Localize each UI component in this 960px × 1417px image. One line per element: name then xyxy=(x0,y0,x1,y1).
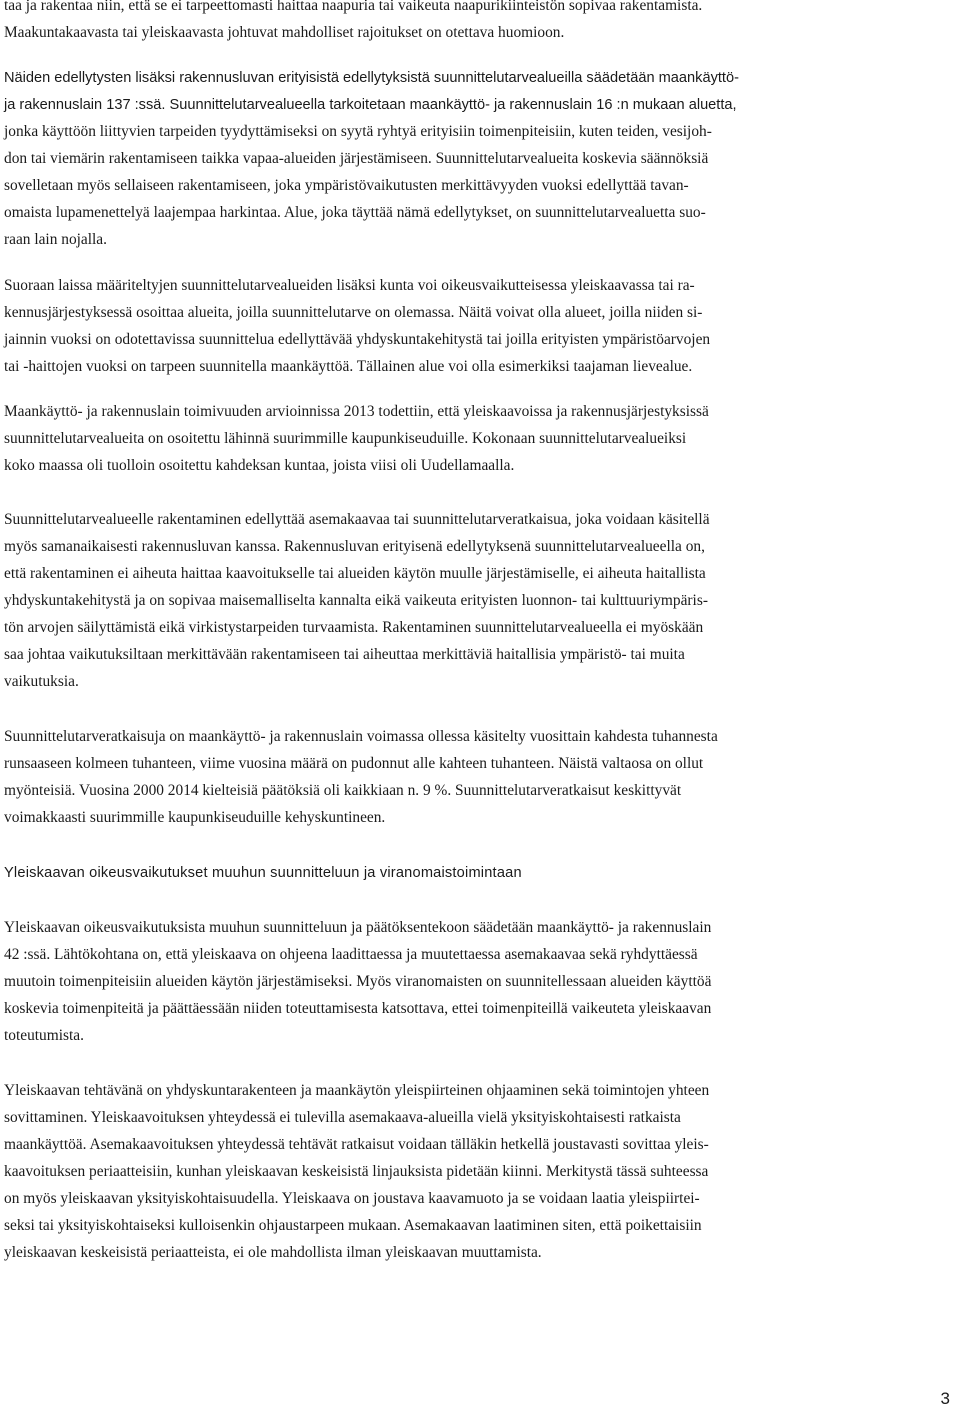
paragraph-3-line-3: jainnin vuoksi on odotettavissa suunnittelua edellyttävää yhdyskuntakehitystä tai joilla erityisten ympäristöarvojen xyxy=(4,331,711,348)
paragraph-6-line-3: myönteisiä. Vuosina 2000 2014 kielteisiä päätöksiä oli kaikkiaan n. 9 %. Suunnittelutarveratkaisut keskittyvät xyxy=(4,782,682,799)
paragraph-5-line-6: saa johtaa vaikutuksiltaan merkittävään rakentamiseen tai aiheuttaa merkittäviä haitallisia ympäristö- tai muita xyxy=(4,646,685,663)
paragraph-6-line-4: voimakkaasti suurimmille kaupunkiseuduille kehyskuntineen. xyxy=(4,809,386,826)
paragraph-4-line-2: suunnittelutarvealueita on osoitettu lähinnä suurimmille kaupunkiseuduille. Kokonaan suunnittelutarvealueiksi xyxy=(4,430,687,447)
paragraph-8-line-6: seksi tai yksityiskohtaiseksi kulloisenkin ohjaustarpeen mukaan. Asemakaavan laatiminen siten, että poikettaisiin xyxy=(4,1217,702,1234)
paragraph-2-line-6: omaista lupamenettelyä laajempaa harkintaa. Alue, joka täyttää nämä edellytykset, on suunnittelutarvealuetta suo- xyxy=(4,204,706,221)
paragraph-6-line-1: Suunnittelutarveratkaisuja on maankäyttö- ja rakennuslain voimassa ollessa käsitelty vuosittain kahdesta tuhannesta xyxy=(4,728,718,745)
paragraph-4-line-3: koko maassa oli tuolloin osoitettu kahdeksan kuntaa, joista viisi oli Uudellamaalla. xyxy=(4,457,515,474)
paragraph-7-line-2: 42 :ssä. Lähtökohtana on, että yleiskaava on ohjeena laadittaessa ja muutettaessa asemakaavaa sekä ryhdyttäessä xyxy=(4,946,698,963)
paragraph-2-line-1: Näiden edellytysten lisäksi rakennusluvan erityisistä edellytyksistä suunnittelutarvealueilla säädetään maankäyttö- xyxy=(4,70,739,86)
paragraph-1-line-1: taa ja rakentaa niin, että se ei tarpeettomasti haittaa naapuria tai vaikeuta naapurikiinteistön sopivaa rakentamista. xyxy=(4,0,703,14)
paragraph-8-line-1: Yleiskaavan tehtävänä on yhdyskuntarakenteen ja maankäytön yleispiirteinen ohjaaminen sekä toimintojen yhteen xyxy=(4,1082,710,1099)
paragraph-6-line-2: runsaaseen kolmeen tuhanteen, viime vuosina määrä on pudonnut alle kahteen tuhanteen. Näistä valtaosa on ollut xyxy=(4,755,704,772)
paragraph-3-line-2: kennusjärjestyksessä osoittaa alueita, joilla suunnittelutarve on olemassa. Näitä voivat olla alueet, joilla niiden si- xyxy=(4,304,703,321)
paragraph-5-line-5: tön arvojen säilyttämistä eikä virkistystarpeiden turvaamista. Rakentaminen suunnittelutarvealueella ei myöskään xyxy=(4,619,704,636)
paragraph-2-line-3: jonka käyttöön liittyvien tarpeiden tyydyttämiseksi on syytä ryhtyä erityisiin toimenpiteisiin, kuten teiden, vesijoh- xyxy=(4,123,712,140)
page-number: 3 xyxy=(940,1389,950,1408)
paragraph-3-line-1: Suoraan laissa määriteltyjen suunnittelutarvealueiden lisäksi kunta voi oikeusvaikutteisessa yleiskaavassa tai ra- xyxy=(4,277,695,294)
paragraph-2-line-4: don tai viemärin rakentamiseen taikka vapaa-alueiden järjestämiseen. Suunnittelutarvealueita koskevia säännöksiä xyxy=(4,150,709,167)
paragraph-2-line-2: ja rakennuslain 137 :ssä. Suunnittelutarvealueella tarkoitetaan maankäyttö- ja rakennuslain 16 :n mukaan aluetta, xyxy=(4,97,737,113)
paragraph-5-line-7: vaikutuksia. xyxy=(4,673,79,690)
paragraph-8-line-5: on myös yleiskaavan yksityiskohtaisuudella. Yleiskaava on joustava kaavamuoto ja se voidaan laatia yleispiirtei- xyxy=(4,1190,700,1207)
paragraph-8-line-3: maankäyttöä. Asemakaavoituksen yhteydessä tehtävät ratkaisut voidaan tälläkin hetkellä joustavasti sovittaa yleis- xyxy=(4,1136,709,1153)
paragraph-2-line-5: sovelletaan myös sellaiseen rakentamiseen, joka ympäristövaikutusten merkittävyyden vuoksi edellyttää tavan- xyxy=(4,177,689,194)
paragraph-7-line-4: koskevia toimenpiteitä ja päättäessään niiden toteuttamisesta katsottava, ettei toimenpiteillä vaikeuteta yleiskaavan xyxy=(4,1000,712,1017)
paragraph-5-line-2: myös samanaikaisesti rakennusluvan kanssa. Rakennusluvan erityisenä edellytyksenä suunnittelutarvealueella on, xyxy=(4,538,705,555)
paragraph-3-line-4: tai -haittojen vuoksi on tarpeen suunnitella maankäyttöä. Tällainen alue voi olla esimerkiksi taajaman lievealue. xyxy=(4,358,693,375)
paragraph-7-line-5: toteutumista. xyxy=(4,1027,84,1044)
paragraph-4-line-1: Maankäyttö- ja rakennuslain toimivuuden arvioinnissa 2013 todettiin, että yleiskaavoissa ja rakennusjärjestyksissä xyxy=(4,403,709,420)
paragraph-5-line-3: että rakentaminen ei aiheuta haittaa kaavoitukselle tai alueiden käytön muulle järjestämiselle, ei aiheuta haitallista xyxy=(4,565,706,582)
paragraph-8-line-4: kaavoituksen periaatteisiin, kunhan yleiskaavan keskeisistä linjauksista pidetään kiinni. Merkitystä tässä suhteessa xyxy=(4,1163,709,1180)
paragraph-7-line-1: Yleiskaavan oikeusvaikutuksista muuhun suunnitteluun ja päätöksentekoon säädetään maankäyttö- ja rakennuslain xyxy=(4,919,712,936)
paragraph-7-line-3: muutoin toimenpiteisiin alueiden käytön järjestämiseksi. Myös viranomaisten on suunnitellessaan alueiden käyttöä xyxy=(4,973,712,990)
paragraph-8-line-2: sovittaminen. Yleiskaavoituksen yhteydessä ei tulevilla asemakaava-alueilla vielä yksityiskohtaisesti ratkaista xyxy=(4,1109,681,1126)
paragraph-5-line-1: Suunnittelutarvealueelle rakentaminen edellyttää asemakaavaa tai suunnittelutarveratkaisua, joka voidaan käsitellä xyxy=(4,511,710,528)
paragraph-5-line-4: yhdyskuntakehitystä ja on sopivaa maisemalliselta kannalta eikä vaikeuta erityisten luonnon- tai kulttuuriympäris- xyxy=(4,592,708,609)
paragraph-8-line-7: yleiskaavan keskeisistä periaatteista, ei ole mahdollista ilman yleiskaavan muuttamista. xyxy=(4,1244,542,1261)
paragraph-1-line-2: Maakuntakaavasta tai yleiskaavasta johtuvat mahdolliset rajoitukset on otettava huomioon. xyxy=(4,24,565,41)
paragraph-2-line-7: raan lain nojalla. xyxy=(4,231,107,248)
section-heading: Yleiskaavan oikeusvaikutukset muuhun suunnitteluun ja viranomaistoimintaan xyxy=(4,865,522,881)
